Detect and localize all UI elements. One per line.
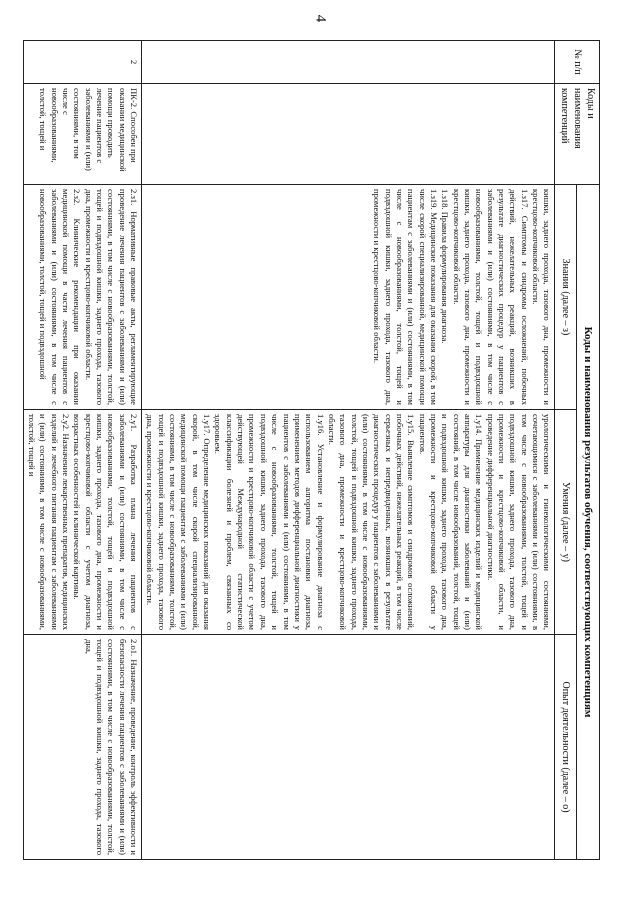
rotated-table-stage [26,40,600,860]
skill-item: 1.у17. Определение медицинских показаний для оказания скорой, в том числе скорой специализированной, медицинской помощи пациентам с заболеваниями и (или) состояниями, в том числе с новообразованиями, толстой, тощей и подвздошной кишки, заднего прохода, тазового дна, промежности и крестцово-копчиковой области. [145,414,213,630]
knowledge-item: 2.з2. Клинические рекомендации при оказании медицинской помощи в части лечения пациентов с заболеваниями и (или) состояниями, в том числе с новообразованиями, толстой, тощей и подвздошной [38,189,83,405]
experience-cell [142,635,555,860]
knowledge-item: кишки, заднего прохода, тазового дна, промежности и крестцово-копчиковой области. [531,189,553,405]
table-row [23,41,141,860]
skill-item: урологическими и гинекологическими состояниями, сочетающимися с заболеваниями и (или) состояниями, в том числе с новообразованиями, толстой, тощей и подвздошной кишки, заднего прохода, тазового дна, промежности и крестцово-копчиковой области, и проведение дифференциальной диагностики. [485,414,553,630]
competency-table [23,40,600,860]
knowledge-item: 1.з18. Правила формулирования диагноза. [440,189,451,344]
knowledge-item: 2.з1. Нормативные правовые акты, регламентирующие проведение лечения пациентов с заболеваниями и (или) состояниями, в том числе с новообразованиями, толстой, тощей и подвздошной кишки, заднего прохода, тазового дна, промежности и крестцово-копчиковой области. [83,189,140,405]
knowledge-item: 1.з19. Медицинские показания для оказания скорой, в том числе скорой специализированной, медицинской помощи пациентам с заболеваниями и (или) состояниями, в том числе с новообразованиями, толстой, тощей и подвздошной кишки, заднего прохода, тазового дна, промежности и крестцово-копчиковой области. [372,189,439,405]
header-knowledge: Знания (далее – з) [555,185,577,410]
skill-item: 1.у16. Установление и формулирование диагноза с использованием алгоритма постановки диагноза, применением методов дифференциальной диагностики у пациентов с заболеваниями и (или) состояниями, в том числе с новообразованиями, толстой, тощей и подвздошной кишки, заднего прохода, тазового дна, промежности и крестцово-копчиковой области с учетом действующей Международной статистической классификации болезней и проблем, связанных со здоровьем. [213,414,326,630]
knowledge-item: 1.з17. Симптомы и синдромы осложнений, побочных действий, нежелательных реакций, возникших в результате диагностических процедур у пациентов с заболеваниями и (или) состояниями, в том числе с новообразованиями, толстой, тощей и подвздошной кишки, заднего прохода, тазового дна, промежности и крестцово-копчиковой области. [451,189,530,405]
row-code: ПК-2. Способен при оказании медицинской помощи проводить лечение пациентов с заболеваниями и (или) состояниями, в том числе с новообразованиями, толстой, тощей и [23,84,141,185]
table-row [142,41,555,860]
knowledge-cell [142,185,555,410]
experience-item: 2.о1. Назначение, проведение, контроль эффективности и безопасности лечения пациентов с заболеваниями и (или) состояниями, в том числе с новообразованиями, толстой, тощей и подвздошной кишки, заднего прохода, тазового дна, [83,639,140,855]
header-code: Коды и наименования компетенций [555,84,600,185]
row-code [142,84,555,185]
row-num: 2 [23,41,141,84]
skill-item: 2.у2. Назначение лекарственных препаратов, медицинских изделий и лечебного питания пациентам с заболеваниями и (или) состояниями, в том числе с новообразованиями, толстой, тощей и [26,414,71,630]
header-results-group: Коды и наименования результатов обучения, соответствующих компетенциям [576,185,599,860]
skill-item: 1.у14. Применение медицинских изделий и медицинской аппаратуры для диагностики заболеваний и (или) состояний, в том числе новообразований, толстой, тощей и подвздошной кишки, заднего прохода, тазового дна, промежности и крестцово-копчиковой области у пациентов. [417,414,485,630]
skills-cell [23,410,141,635]
skills-cell [142,410,555,635]
header-experience: Опыт деятельности (далее – о) [555,635,577,860]
header-skills: Умения (далее – у) [555,410,577,635]
skill-item: 1.у15. Выявление симптомов и синдромов осложнений, побочных действий, нежелательных реакций, в том числе серьезных и непредвиденных, возникших в результате диагностических процедур у пациентов с заболеваниями и (или) состояниями, в том числе с новообразованиями, толстой, тощей и подвздошной кишки, заднего прохода, тазового дна, промежности и крестцово-копчиковой области. [326,414,417,630]
header-num: № п/п [555,41,600,84]
page-number: 4 [312,14,329,23]
skill-item: 2.у1. Разработка плана лечения пациентов с заболеваниями и (или) состояниями, в том числе с новообразованиями, толстой, тощей и подвздошной кишки, заднего прохода, тазового дна, промежности и крестцово-копчиковой области с учетом диагноза, возрастных особенностей и клинической картины. [72,414,140,630]
row-num [142,41,555,84]
experience-cell [23,635,141,860]
knowledge-cell [23,185,141,410]
